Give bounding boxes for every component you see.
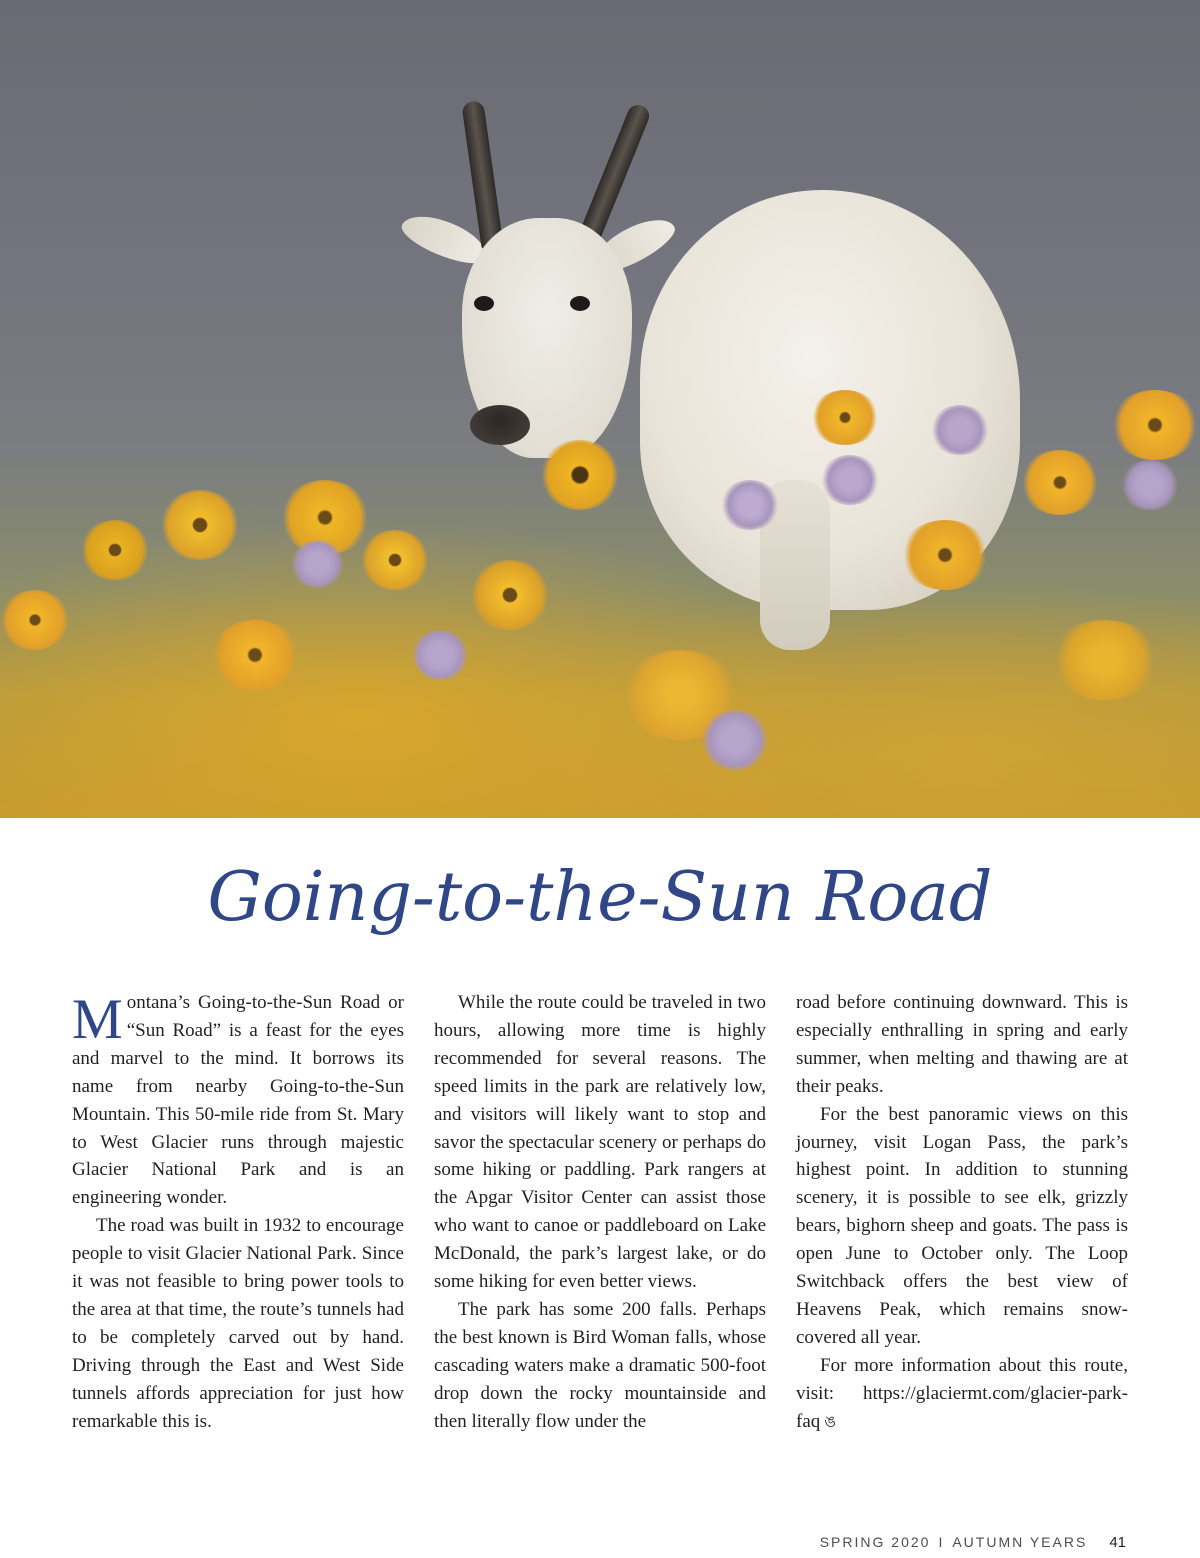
publication-name: AUTUMN YEARS xyxy=(952,1534,1088,1550)
flower-yellow xyxy=(80,520,150,580)
flower-purple xyxy=(720,480,780,530)
paragraph: For the best panoramic views on this journey, visit Logan Pass, the park’s highest point. In addition to stunning scenery, it is possible to see elk, grizzly bears, bighorn sheep and goats. The pass is open June to October only. The Loop Switchback offers the best view of Heavens Peak, which remains snow-covered all year. xyxy=(796,1103,1128,1348)
page-number: 41 xyxy=(1109,1534,1126,1551)
goat-horn-left xyxy=(461,100,504,252)
article-column-3 xyxy=(796,989,1128,1437)
paragraph: The park has some 200 falls. Perhaps the best known is Bird Woman falls, whose cascading waters make a dramatic 500-foot drop down the rocky mountainside and then literally flow under the xyxy=(434,1298,766,1432)
footer-separator: I xyxy=(938,1534,945,1550)
paragraph xyxy=(796,1352,1128,1437)
flower-yellow xyxy=(360,530,430,590)
paragraph-text: For more information about this route, visit: https://glaciermt.com/glacier-park-faq xyxy=(796,1354,1128,1432)
drop-cap: M xyxy=(72,988,123,1051)
flower-purple xyxy=(930,405,990,455)
flower-yellow xyxy=(1050,620,1160,700)
end-mark-icon: ঙ xyxy=(824,1413,837,1431)
flower-purple xyxy=(410,630,470,680)
article-column-2 xyxy=(434,989,766,1436)
flower-yellow xyxy=(210,620,300,690)
flower-yellow xyxy=(470,560,550,630)
paragraph: road before continuing downward. This is especially enthralling in spring and early summer, when melting and thawing are at their peaks. xyxy=(796,992,1128,1097)
goat-nose xyxy=(470,405,530,445)
issue-season: SPRING 2020 xyxy=(819,1534,931,1550)
goat-eye-left xyxy=(474,296,494,311)
flower-purple xyxy=(820,455,880,505)
article-column-1 xyxy=(72,989,404,1436)
flower-purple xyxy=(1120,460,1180,510)
flower-yellow xyxy=(810,390,880,445)
flower-purple xyxy=(290,540,345,588)
flower-yellow xyxy=(1020,450,1100,515)
paragraph: The road was built in 1932 to encourage people to visit Glacier National Park. Since it was not feasible to bring power tools to the area at that time, the route’s tunnels had to be completely carved out by hand. Driving through the East and West Side tunnels affords appreciation for just how remarkable this is. xyxy=(72,1215,404,1432)
flower-yellow xyxy=(900,520,990,590)
article-title: Going-to-the-Sun Road xyxy=(207,858,993,937)
page-footer xyxy=(820,1534,1126,1551)
paragraph xyxy=(72,989,404,1212)
flower-yellow xyxy=(160,490,240,560)
goat-eye-right xyxy=(570,296,590,311)
paragraph: While the route could be traveled in two hours, allowing more time is highly recommended for several reasons. The speed limits in the park are relatively low, and visitors will likely want to stop and savor the spectacular scenery or perhaps do some hiking or paddling. Park rangers at the Apgar Visitor Center can assist those who want to canoe or paddleboard on Lake McDonald, the park’s largest lake, or do some hiking for even better views. xyxy=(434,992,766,1293)
paragraph-text: ontana’s Going-to-the-Sun Road or “Sun Road” is a feast for the eyes and marvel to the mind. It borrows its name from nearby Going-to-the-Sun Mountain. This 50-mile ride from St. Mary to West Glacier runs through majestic Glacier National Park and is an engineering wonder. xyxy=(72,992,404,1209)
flower-yellow xyxy=(1110,390,1200,460)
flower-purple xyxy=(700,710,770,770)
flower-yellow xyxy=(540,440,620,510)
flower-yellow xyxy=(0,590,70,650)
